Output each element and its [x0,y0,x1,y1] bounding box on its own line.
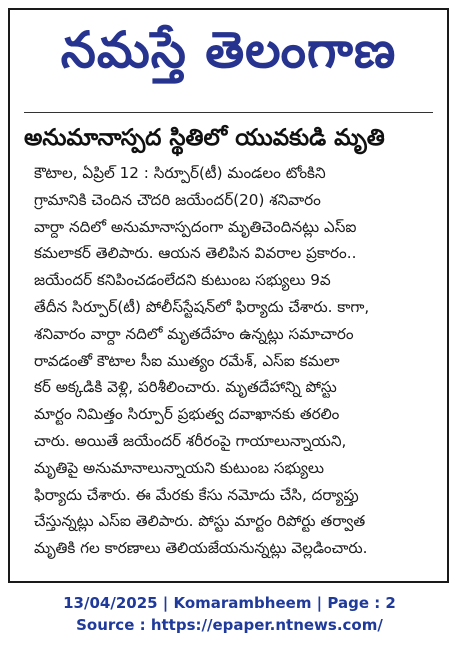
article-line: మృతిపై అనుమానాలున్నాయని కుటుంబ సభ్యులు [34,458,324,477]
article-line: కౌటాల, ఏప్రిల్ 12 : సిర్పూర్(టీ) మండలం టోంకిని [34,164,326,182]
article-line: శనివారం వార్దా నదిలో మృతదేహం ఉన్నట్లు సమాచారం [34,324,354,343]
article-line: ఫిర్యాదు చేశారు. ఈ మేరకు కేసు నమోదు చేసి, దర్యాప్తు [34,485,359,504]
article-line: తేదీన సిర్పూర్(టీ) పోలీస్‌స్టేషన్‌లో ఫిర్యాదు చేశారు. కాగా, [34,297,370,316]
article-line: జయేందర్ కనిపించడంలేదని కుటుంబ సభ్యులు 9వ [34,271,331,290]
divider [24,112,433,113]
news-clipping [8,8,449,583]
article-body [34,160,435,562]
article-line: మృతికి గల కారణాలు తెలియజేయనున్నట్లు వెల్లడించారు. [34,539,368,558]
article-line: రావడంతో కౌటాల సీఐ ముత్యం రమేశ్, ఎస్ఐ కమలా [34,351,340,370]
footer-source-link[interactable]: Source : https://epaper.ntnews.com/ [76,616,383,634]
source-footer [0,592,459,636]
article-line: కర్ అక్కడికి వెళ్లి, పరిశీలించారు. మృతదేహాన్ని పోస్టు [34,378,337,397]
masthead-logo: నమస్తే తెలంగాణ [60,21,397,79]
article-line: కమలాకర్ తెలిపారు. ఆయన తెలిపిన వివరాల ప్రకారం.. [34,244,357,263]
article-line: వార్దా నదిలో అనుమానాస్పదంగా మృతిచెందినట్లు ఎస్ఐ [34,217,357,236]
article-line: మార్టం నిమిత్తం సిర్పూర్ ప్రభుత్వ దవాఖానకు తరలిం [34,405,340,424]
footer-date-edition: 13/04/2025 | Komarambheem | Page : 2 [63,594,396,612]
article-headline: అనుమానాస్పద స్థితిలో యువకుడి మృతి [24,125,385,151]
article-line: చారు. అయితే జయేందర్ శరీరంపై గాయాలున్నాయని, [34,431,347,450]
article-line: గ్రామానికి చెందిన చౌదరి జయేందర్(20) శనివారం [34,190,321,209]
article-line: చేస్తున్నట్లు ఎస్ఐ తెలిపారు. పోస్టు మార్టం రిపోర్టు తర్వాత [34,512,366,531]
